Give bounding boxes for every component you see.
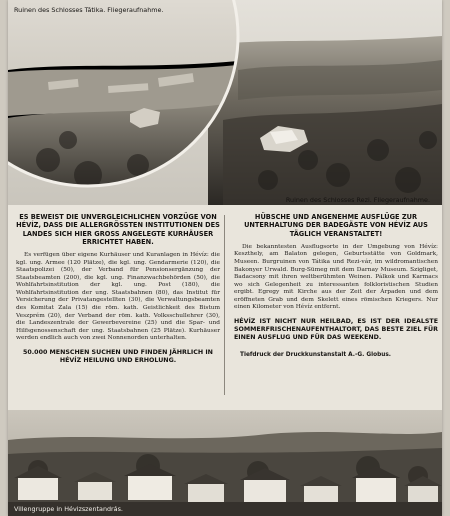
- brochure-page: [8, 0, 442, 516]
- right-body-text: Die bekanntesten Ausflugsorte in der Umgebung von Hévíz: Keszthely, am Balaton gelegen, Geburtsstätte von Goldmark, Museen. Burgruinen von Tátika und Rezi-vár, im wildromantischen Bakonyer Urwald. Burg-Sümeg mit dem Darnay Museum. Szigliget, Badacsony mit ihren weltberühmten Weinen. Pálkok und Karmacs wo sich Gelegenheit zu interessanten folkloristischen Studien ergibt. Egregy mit Kirche aus der Zeit der Árpaden und dem eröffneten Grab und dem Skelett eines römischen Kriegers. Nur einen Kilometer von Hévíz entfernt.: [234, 243, 438, 311]
- left-headline: ES BEWEIST DIE UNVERGLEICHLICHEN VORZÜGE VON HÉVÍZ, DASS DIE ALLERGRÖSSTEN INSTITUTIONEN DES LANDES SICH HIER GROSS ANGELEGTE KURHÄUSER ERRICHTET HABEN.: [16, 213, 220, 246]
- right-column: [234, 213, 438, 358]
- left-closing-statement: 50.000 MENSCHEN SUCHEN UND FINDEN JÄHRLICH IN HÉVÍZ HEILUNG UND ERHOLUNG.: [23, 348, 213, 364]
- aerial-photographs: [8, 0, 442, 205]
- right-headline: HÜBSCHE UND ANGENEHME AUSFLÜGE ZUR UNTERHALTUNG DER BADEGÄSTE VON HÉVÍZ AUS TÄGLICH VERANSTALTET!: [244, 213, 428, 238]
- column-divider: [224, 215, 225, 395]
- printer-credit: Tiefdruck der Druckkunstanstalt A.-G. Globus.: [240, 351, 392, 358]
- caption-rezi: Ruinen des Schlosses Rezi. Fliegeraufnahme.: [285, 196, 430, 204]
- caption-villa-group: Villengruppe in Hévizszentandrás.: [14, 505, 123, 513]
- left-column: [16, 213, 220, 365]
- caption-tatika: Ruinen des Schlosses Tátika. Fliegeraufnahme.: [14, 6, 164, 14]
- right-closing-statement: HÉVÍZ IST NICHT NUR HEILBAD, ES IST DER IDEALSTE SOMMERFRISCHENAUFENTHALTORT, DAS BESTE ZIEL FÜR EINEN AUSFLUG UND FÜR DAS WEEKEND.: [234, 317, 438, 341]
- aerial-photo-illustration: [8, 0, 442, 205]
- villa-photo-illustration: [8, 410, 442, 516]
- left-body-text: Es verfügen über eigene Kurhäuser und Kuranlagen in Hévíz: die kgl. ung. Armee (120 Plätze), die kgl. ung. Gendarmerie (120), die Staatspolizei (50), der Verband für Pensionsergänzung der Staatsbeamten (200), die kgl. ung. Finanzwachbehörden (50), die Wohlfahrtsinstitution der kgl. ung. Post (180), die Wohlfahrtsinstitution der ung. Staatsbahnen (80), das Institut für Versicherung der Privatangestellten (30), die Verwaltungsbeamten des Komitat Zala (15) die röm. kath. Geistlichkeit des Bistum Veszprém (20), der Verband der röm. kath. Volksschullehrer (30), die Landeszentrale der Gewerbevereine (25) und die Spar- und Hilfsgenossenschaft der ung. Staatsbahnen (25 Plätze). Kurhäuser werden endlich auch von zwei Nonnenorden unterhalten.: [16, 252, 220, 342]
- villa-photograph: [8, 410, 442, 516]
